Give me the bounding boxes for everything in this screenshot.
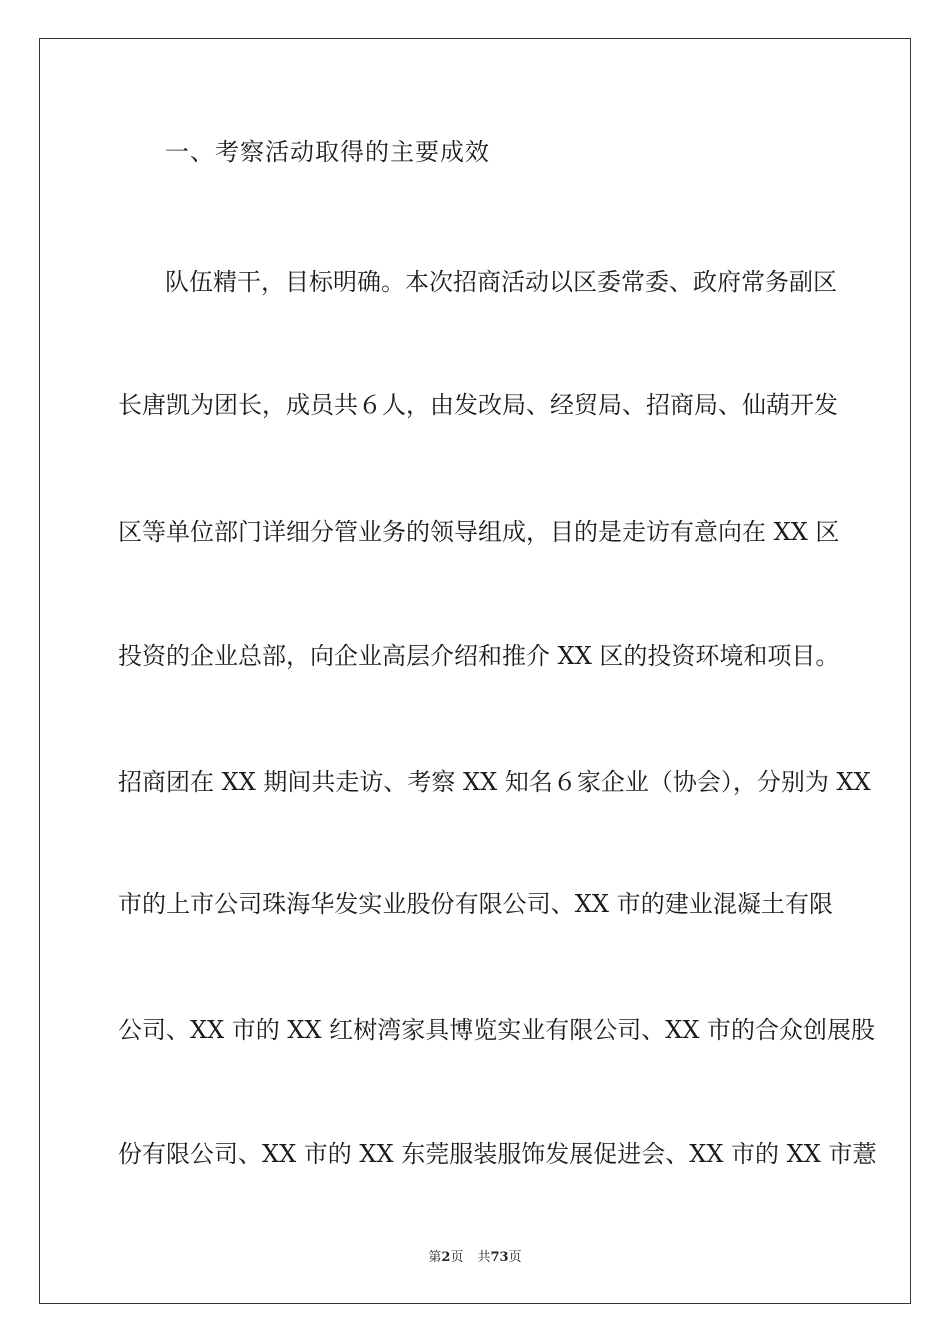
page-number: 2 (441, 1250, 451, 1265)
paragraph-line: 份有限公司、XX 市的 XX 东莞服装服饰发展促进会、XX 市的 XX 市薏 (118, 1140, 877, 1168)
section-heading: 一、考察活动取得的主要成效 (165, 138, 490, 166)
page-footer (0, 1246, 950, 1265)
paragraph-line: 队伍精干，目标明确。本次招商活动以区委常委、政府常务副区 (165, 268, 837, 296)
paragraph-line: 公司、XX 市的 XX 红树湾家具博览实业有限公司、XX 市的合众创展股 (118, 1016, 876, 1044)
total-prefix: 共 (477, 1250, 491, 1265)
total-pages: 73 (490, 1250, 509, 1265)
paragraph-line: 投资的企业总部，向企业高层介绍和推介 XX 区的投资环境和项目。 (118, 642, 840, 670)
paragraph-line: 市的上市公司珠海华发实业股份有限公司、XX 市的建业混凝土有限 (118, 890, 833, 918)
paragraph-line: 招商团在 XX 期间共走访、考察 XX 知名６家企业（协会），分别为 XX (118, 768, 871, 796)
paragraph-line: 区等单位部门详细分管业务的领导组成，目的是走访有意向在 XX 区 (118, 518, 840, 546)
paragraph-line: 长唐凯为团长，成员共６人，由发改局、经贸局、招商局、仙葫开发 (118, 391, 838, 419)
total-suffix: 页 (508, 1250, 522, 1265)
page-prefix: 第 (428, 1250, 442, 1265)
page-border (39, 38, 911, 1304)
page-suffix: 页 (450, 1250, 464, 1265)
